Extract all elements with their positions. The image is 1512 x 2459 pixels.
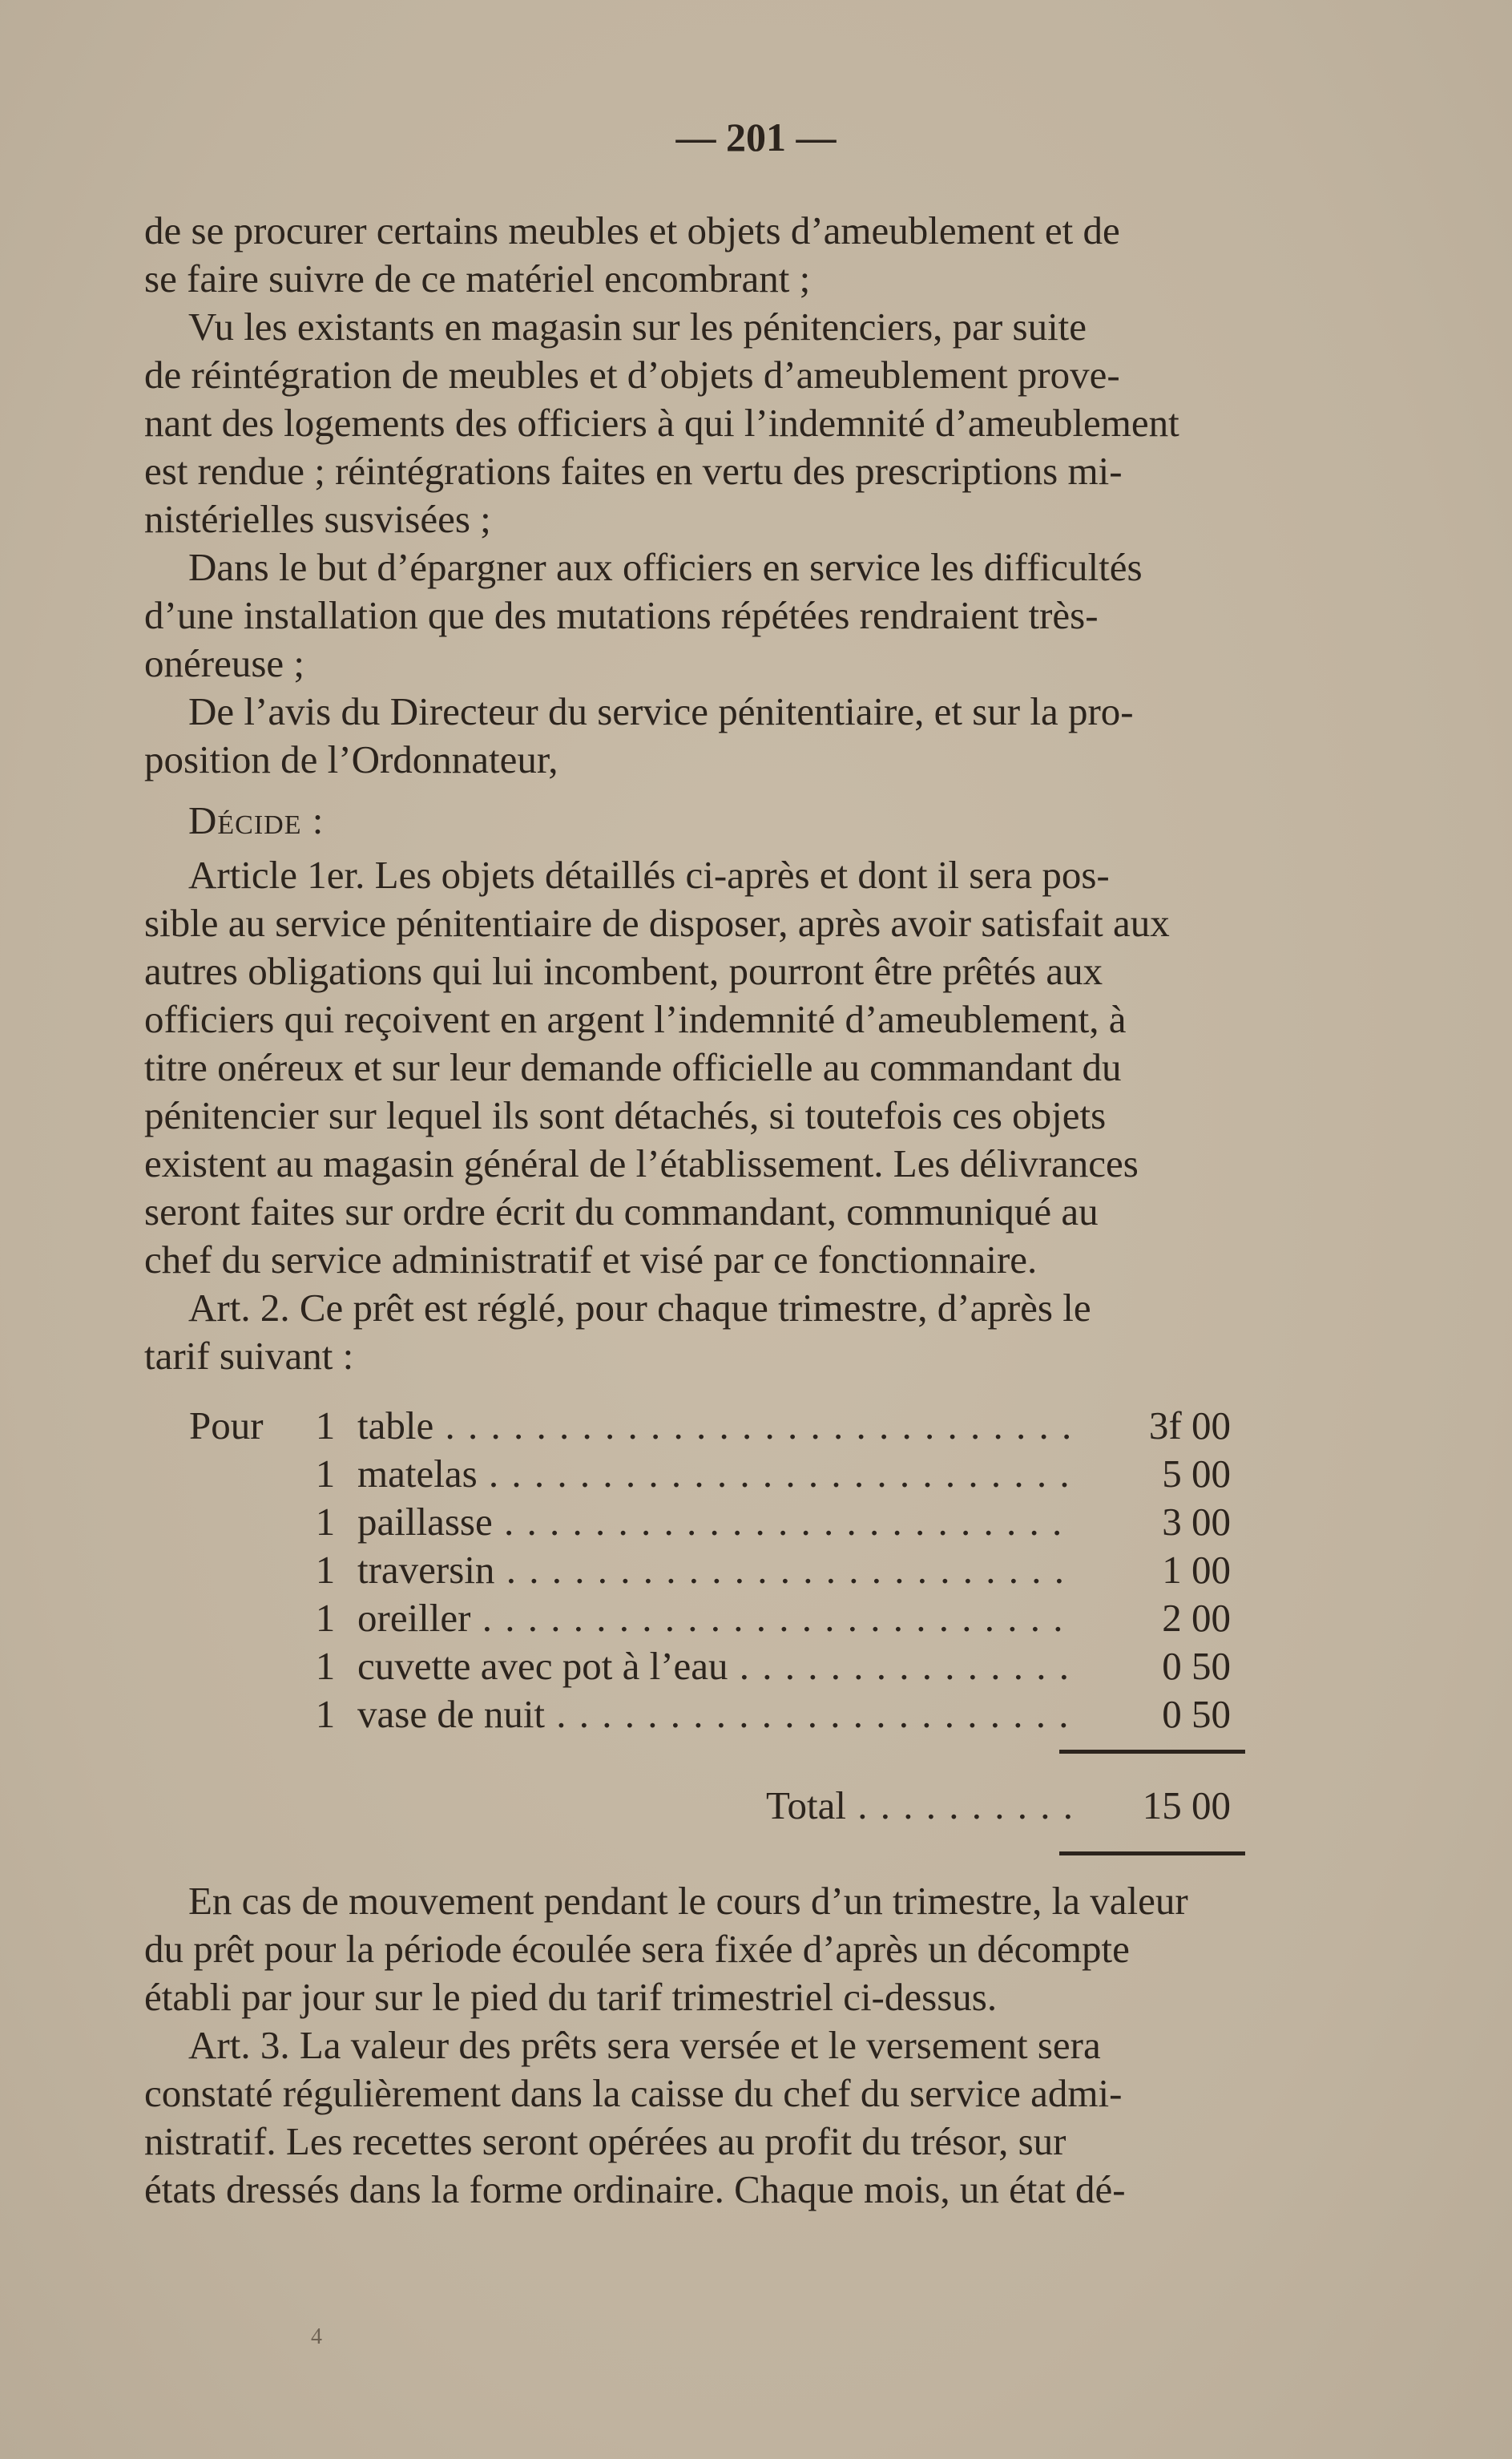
- tariff-row: [189, 1451, 1247, 1499]
- signature-mark: 4: [311, 2324, 322, 2349]
- text-line: position de l’Ordonnateur,: [144, 737, 558, 781]
- tariff-row: [189, 1595, 1247, 1643]
- text-line: autres obligations qui lui incombent, pourront être prêtés aux: [144, 949, 1103, 993]
- tariff-price: 2 00: [1162, 1596, 1231, 1640]
- tariff-item: table . . .: [357, 1403, 1070, 1448]
- tariff-price: 3f 00: [1148, 1403, 1231, 1448]
- paragraph-dans: [144, 543, 1361, 688]
- tariff-item: oreiller . . .: [357, 1595, 1070, 1641]
- tariff-qty: 1: [315, 1692, 336, 1736]
- text-line: établi par jour sur le pied du tarif trimestriel ci-dessus.: [144, 1975, 998, 2019]
- text-line: Article 1er. Les objets détaillés ci-après et dont il sera pos-: [188, 853, 1110, 897]
- tariff-price: 0 50: [1162, 1644, 1231, 1688]
- paragraph-avis: [144, 688, 1361, 784]
- text-line: De l’avis du Directeur du service pénitentiaire, et sur la pro-: [188, 689, 1134, 733]
- tariff-item: paillasse . . .: [357, 1499, 1070, 1544]
- tariff-price: 5 00: [1162, 1452, 1231, 1496]
- tariff-qty: 1: [315, 1596, 336, 1640]
- text-line: En cas de mouvement pendant le cours d’un trimestre, la valeur: [188, 1879, 1188, 1923]
- text-line: états dressés dans la forme ordinaire. Chaque mois, un état dé-: [144, 2167, 1126, 2211]
- text-line: nistratif. Les recettes seront opérées au profit du trésor, sur: [144, 2119, 1066, 2163]
- article-3: [144, 2021, 1361, 2214]
- tariff-qty: 1: [315, 1644, 336, 1688]
- tariff-price: 1 00: [1162, 1548, 1231, 1592]
- text-line: tarif suivant :: [144, 1334, 354, 1378]
- tariff-qty: 1: [315, 1452, 336, 1496]
- text-line: constaté régulièrement dans la caisse du chef du service admi-: [144, 2071, 1123, 2115]
- tariff-price: 0 50: [1162, 1692, 1231, 1736]
- tariff-row: [189, 1691, 1247, 1739]
- text-line: seront faites sur ordre écrit du commandant, communiqué au: [144, 1189, 1099, 1234]
- tariff-item: vase de nuit . . .: [357, 1691, 1070, 1737]
- tariff-qty: 1: [315, 1403, 336, 1448]
- text-line: onéreuse ;: [144, 641, 304, 685]
- total-row: [189, 1783, 1247, 1831]
- tariff-item: matelas . . .: [357, 1451, 1070, 1496]
- text-line: nant des logements des officiers à qui l’indemnité d’ameublement: [144, 401, 1179, 445]
- pour-label: Pour: [189, 1403, 264, 1448]
- text-line: Art. 2. Ce prêt est réglé, pour chaque trimestre, d’après le: [188, 1286, 1091, 1330]
- page-number: — 201 —: [675, 115, 837, 159]
- text-line: Art. 3. La valeur des prêts sera versée et le versement sera: [188, 2023, 1101, 2067]
- text-line: de se procurer certains meubles et objets d’ameublement et de: [144, 208, 1120, 252]
- text-line: de réintégration de meubles et d’objets d’ameublement prove-: [144, 353, 1120, 397]
- text-line: est rendue ; réintégrations faites en vertu des prescriptions mi-: [144, 449, 1123, 493]
- subtotal-rule: [1059, 1750, 1245, 1754]
- total-label: Total . . .: [766, 1783, 1070, 1828]
- text-line: se faire suivre de ce matériel encombrant ;: [144, 256, 811, 301]
- text-line: pénitencier sur lequel ils sont détachés, si toutefois ces objets: [144, 1093, 1107, 1137]
- text-line: nistérielles susvisées ;: [144, 497, 491, 541]
- decide-heading: [144, 797, 1361, 845]
- text-line: du prêt pour la période écoulée sera fixée d’après un décompte: [144, 1927, 1130, 1971]
- decide-label: Décide :: [188, 798, 325, 842]
- paragraph-mouvement: [144, 1877, 1361, 2021]
- article-1: [144, 851, 1361, 1284]
- tariff-row: [189, 1643, 1247, 1691]
- tariff-row: [189, 1403, 1247, 1451]
- tariff-qty: 1: [315, 1548, 336, 1592]
- paragraph-intro: [144, 207, 1361, 303]
- article-2: [144, 1284, 1361, 1380]
- paragraph-vu: [144, 303, 1361, 543]
- text-line: existent au magasin général de l’établissement. Les délivrances: [144, 1141, 1139, 1185]
- tariff-price: 3 00: [1162, 1500, 1231, 1544]
- text-line: d’une installation que des mutations répétées rendraient très-: [144, 593, 1099, 637]
- tariff-row: [189, 1547, 1247, 1595]
- text-line: Vu les existants en magasin sur les pénitenciers, par suite: [188, 305, 1087, 349]
- total-price: 15 00: [1142, 1783, 1231, 1827]
- text-line: titre onéreux et sur leur demande officielle au commandant du: [144, 1045, 1122, 1089]
- tariff-item: cuvette avec pot à l’eau . . .: [357, 1643, 1070, 1689]
- text-line: chef du service administratif et visé par ce fonctionnaire.: [144, 1238, 1038, 1282]
- tariff-item: traversin . . .: [357, 1547, 1070, 1593]
- text-line: sible au service pénitentiaire de disposer, après avoir satisfait aux: [144, 901, 1170, 945]
- text-line: Dans le but d’épargner aux officiers en service les difficultés: [188, 545, 1143, 589]
- text-line: officiers qui reçoivent en argent l’indemnité d’ameublement, à: [144, 997, 1127, 1041]
- total-rule: [1059, 1851, 1245, 1855]
- tariff-qty: 1: [315, 1500, 336, 1544]
- tariff-row: [189, 1499, 1247, 1547]
